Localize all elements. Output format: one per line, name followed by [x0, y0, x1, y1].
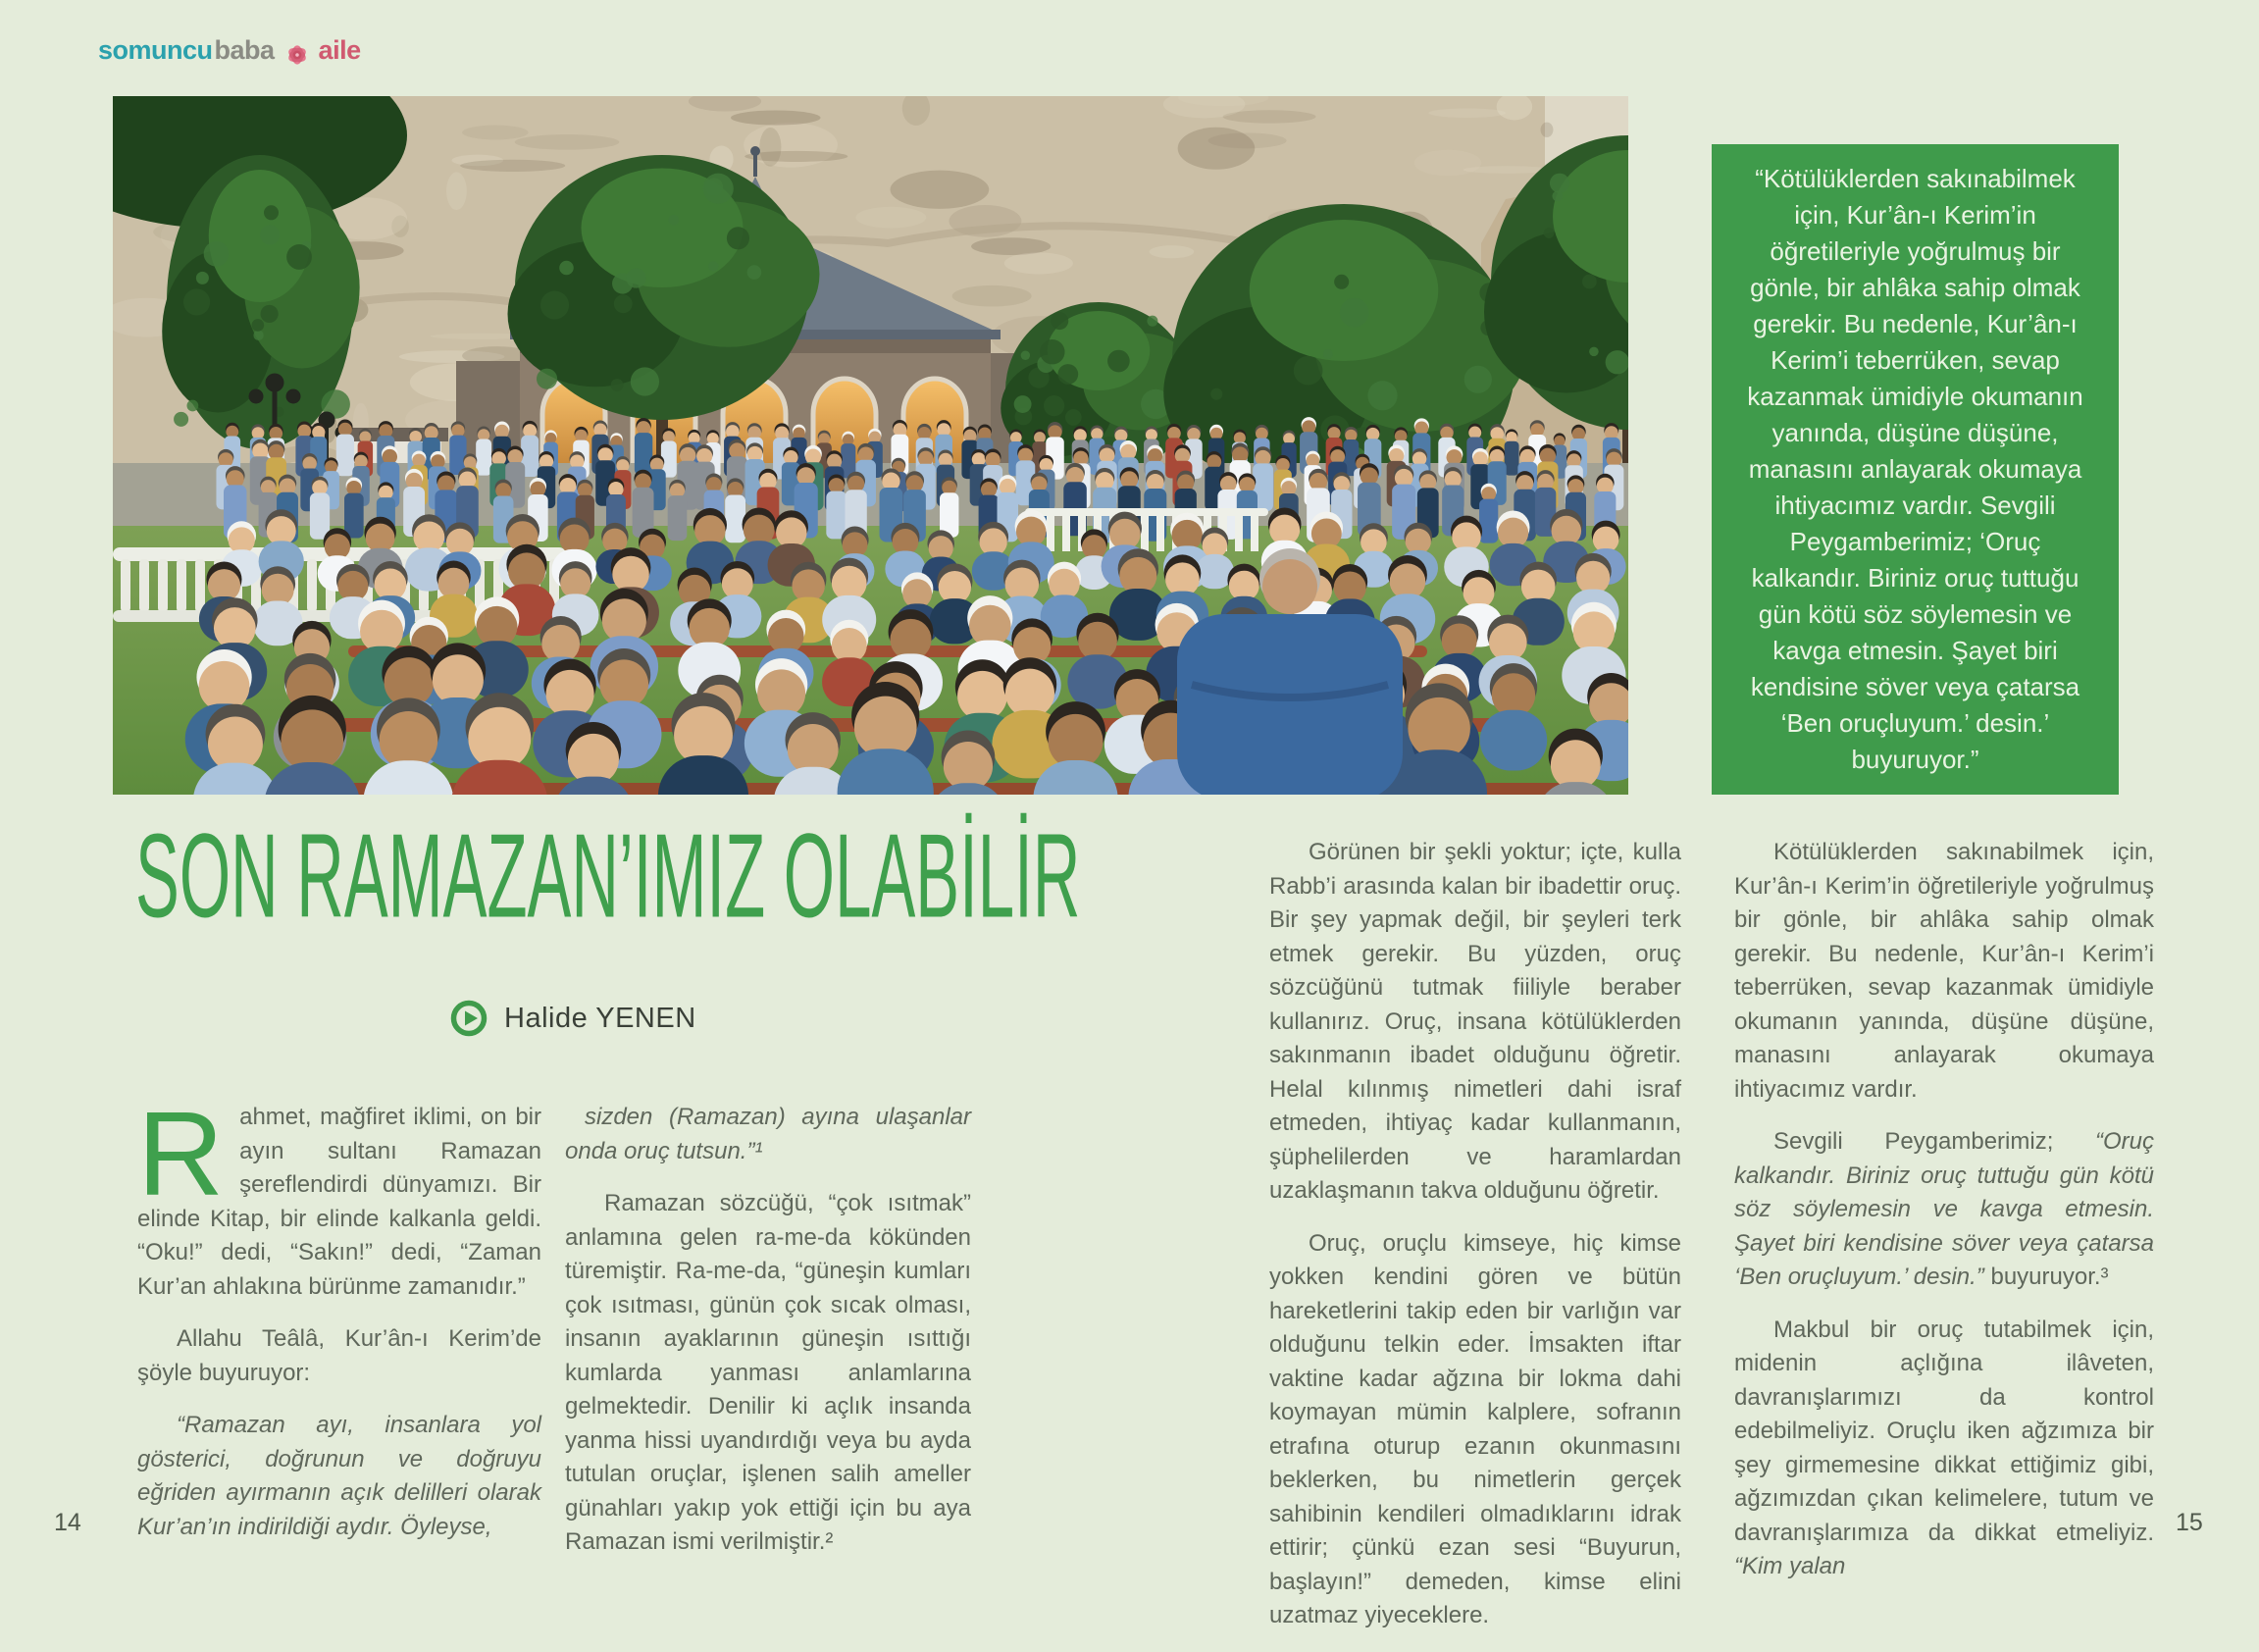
body-column-4: [1734, 836, 2154, 1603]
logo-somuncu: somuncu: [98, 35, 213, 65]
logo-baba: baba: [214, 35, 275, 65]
paragraph: Kötülüklerden sakınabilmek için, Kur’ân-ı Kerim’in öğretileriyle yoğrulmuş bir gönle, bir ahlâka sahip olmak gerekir. Bu nedenle, Kur’ân-ı Kerim’i teberrüken, sevap kazanmak ümidiyle okumanın yanında, düşüne düşüne, manasını anlayarak okumaya ihtiyacımız vardır.: [1734, 839, 2154, 1103]
article-title-text: SON RAMAZAN’IMIZ OLABİLİR: [135, 808, 1081, 943]
quoted-hadith: “Oruç kalkandır. Biriniz oruç tuttuğu gün kötü söz söylemesin ve kavga etmesin. Şayet biri kendisine söver veya çatarsa ‘Ben oruçluyum.’ desin.”: [1734, 1128, 2154, 1290]
article-title: [135, 808, 1316, 943]
logo-aile: aile: [318, 35, 361, 65]
paragraph: [1734, 1125, 2154, 1295]
paragraph-text: ahmet, mağfiret iklimi, on bir ayın sultanı Ramazan şereflendirdi dünyamızı. Bir elinde Kitap, bir elinde kalkanla geldi. “Oku!” dedi, “Sakın!” dedi, “Zaman Kur’an ahlakına bürünme zamanıdır.”: [137, 1104, 541, 1300]
play-icon: [449, 999, 488, 1038]
paragraph: sizden (Ramazan) ayına ulaşanlar onda oruç tutsun.”¹: [565, 1104, 971, 1164]
magazine-logo: [98, 35, 361, 67]
page-number-right: 15: [2176, 1509, 2203, 1536]
byline: [449, 999, 696, 1038]
flower-icon: [282, 39, 313, 71]
page-number-left: 14: [54, 1509, 81, 1536]
quoted-hadith: “Kim yalan: [1734, 1553, 1846, 1579]
paragraph: “Ramazan ayı, insanlara yol gösterici, doğrunun ve doğruyu eğriden ayırmanın açık delilleri olarak Kur’an’ın indirildiği aydır. Öyleyse,: [137, 1412, 541, 1540]
body-column-2: [565, 1101, 971, 1578]
body-column-3: [1269, 836, 1681, 1652]
paragraph: Allahu Teâlâ, Kur’ân-ı Kerim’de şöyle buyuruyor:: [137, 1325, 541, 1386]
paragraph: [137, 1087, 541, 1304]
author-name: Halide YENEN: [504, 1002, 696, 1034]
paragraph-text: buyuruyor.³: [1983, 1264, 2109, 1290]
iftar-photo-illustration: [113, 96, 1628, 795]
paragraph: [1734, 1314, 2154, 1584]
dropcap-letter: R: [137, 1087, 225, 1220]
pull-quote-box: [1712, 144, 2119, 795]
body-column-1: [137, 1087, 541, 1563]
paragraph-text: Sevgili Peygamberimiz;: [1773, 1128, 2095, 1155]
iftar-gathering-photo: [113, 96, 1628, 795]
paragraph: Görünen bir şekli yoktur; içte, kulla Rabb’i arasında kalan bir ibadettir oruç. Bir şey yapmak değil, bir şeyleri terk etmek gerekir. Bu yüzden, oruç sözcüğünü tutmak fiiliyle beraber kullanırız. Oruç, insana kötülüklerden sakınmanın ibadet olduğunu öğretir. Helal kılınmış nimetleri dahi israf etmeden, ihtiyaç kadar kullanmanın, şüphelilerden ve haramlardan uzaklaşmanın takva olduğunu öğretir.: [1269, 839, 1681, 1204]
paragraph: Ramazan sözcüğü, “çok ısıtmak” anlamına gelen ra-me-da kökünden türemiştir. Ra-me-da, “güneşin kumları çok ısıtması, günün çok sıcak olması, insanın ayaklarının güneşin ısıttığı kumlarda yanması anlamlarına gelmektedir. Denilir ki açlık insanda yanma hissi uyandırdığı veya bu ayda tutulan oruçlar, işlenen salih ameller günahları yakıp yok ettiği için bu aya Ramazan ismi verilmiştir.²: [565, 1190, 971, 1555]
paragraph-text: Makbul bir oruç tutabilmek için, midenin açlığına ilâveten, davranışlarımızı da kontrol edebilmeliyiz. Oruçlu iken ağzımıza bir şey girmemesine dikkat ettiğimiz gibi, ağzımızdan çıkan kelimelere, tutum ve davranışlarımıza da dikkat etmeliyiz.: [1734, 1316, 2154, 1546]
paragraph: Oruç, oruçlu kimseye, hiç kimse yokken kendini gören ve bütün hareketlerini takip eden bir varlığın var olduğunu telkin eder. İmsakten iftar vaktine kadar ağzına bir lokma dahi koymayan mümin kalplere, sofranın etrafına oturup ezanın okunmasını beklerken, bu nimetlerin gerçek sahibinin kendileri olmadıklarını idrak ettirir; çünkü ezan sesi “Buyurun, başlayın!” demeden, kimse elini uzatmaz yiyeceklere.: [1269, 1229, 1681, 1628]
pull-quote-text: “Kötülüklerden sakınabilmek için, Kur’ân-ı Kerim’in öğretileriyle yoğrulmuş bir gönle, bir ahlâka sahip olmak gerekir. Bu nedenle, Kur’ân-ı Kerim’i teberrüken, sevap kazanmak ümidiyle okumanın yanında, düşüne düşüne, manasını anlayarak okumaya ihtiyacımız vardır. Sevgili Peygamberimiz; ‘Oruç kalkandır. Biriniz oruç tuttuğu gün kötü söz söylemesin ve kavga etmesin. Şayet biri kendisine söver veya çatarsa ‘Ben oruçluyum.’ desin.’ buyuruyor.”: [1747, 164, 2083, 774]
